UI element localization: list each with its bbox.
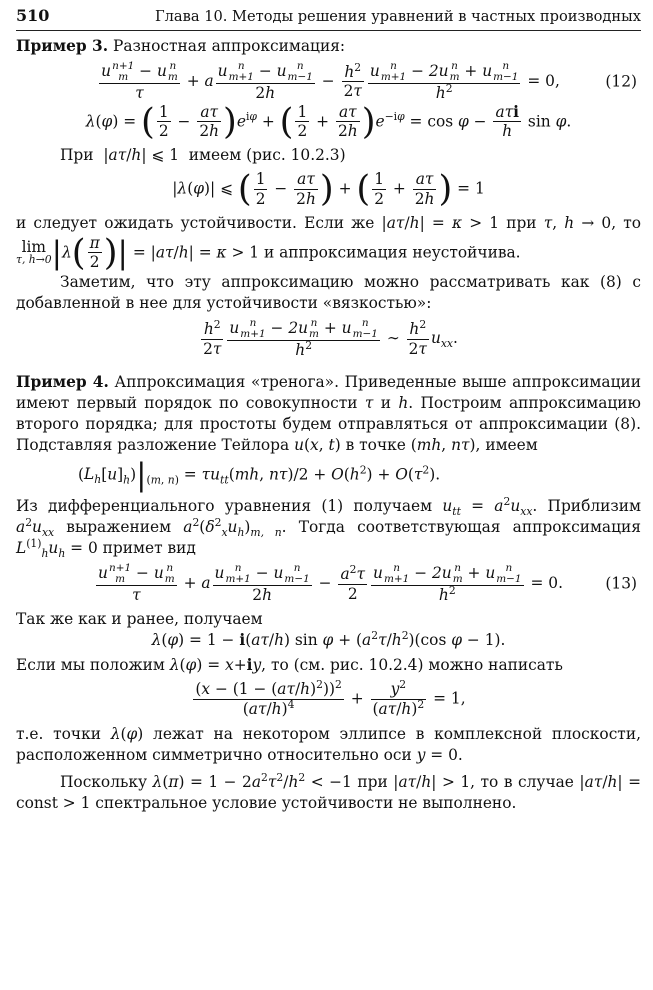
example4-paragraph-2: Из дифференциального уравнения (1) получаем $u_{tt} = a^2u_{xx}$. Приблизим $a^2u_{xx}$ выражением $a^2(\delta^2_xu_h)_{m, n}$. Тогда соответствующая аппроксимация $L^{(1)}_hu_h = 0$ примет вид [16, 495, 641, 561]
equation-12: u n+1 m − u n m τ + a u n m+1 − u n m−1 2h − $\frac{h^2}{2\tau}$ u n m+1 − 2u n m + u n m−1 $h^2$ = 0, (12) [101, 59, 637, 102]
equation-truncation: $(L_h[u]_h)|_{(m, n)} = \tau u_{tt}(mh$, $n\tau)/2 + O(h^2) + O(\tau^2)$. [78, 456, 441, 493]
example4-paragraph-5: т.е. точки λ(φ) лежат на некотором эллипсе в комплексной плоскости, расположенном симметрично относительно оси y = 0. [16, 725, 641, 765]
equation-lambda-bound: |λ(φ)| ⩽ ( $\frac{1}{2}$ − $\frac{a\tau}{2h}$ ) + ( $\frac{1}{2}$ + $\frac{a\tau}{2h}$ ) = 1 [172, 168, 485, 210]
example3-title: Разностная аппроксимация: [112, 37, 346, 55]
example3-paragraph-1: При |aτ/h| ⩽ 1 имеем (рис. 10.2.3) [60, 146, 346, 165]
example3-paragraph-3: Заметим, что эту аппроксимацию можно рассматривать как (8) с добавленной в нее для устойчивости «вязкостью»: [16, 273, 641, 313]
example4-paragraph-3: Так же как и ранее, получаем [16, 609, 263, 628]
example3-label: Пример 3. [16, 37, 109, 55]
example4-paragraph-4: Если мы положим λ(φ) = x+iy, то (см. рис. 10.2.4) можно написать [16, 655, 563, 674]
running-header [16, 4, 641, 31]
example3-paragraph-2: и следует ожидать устойчивости. Если же |aτ/h| = κ > 1 при τ, h → 0, то lim τ, h→0 |λ( $\frac{\pi}{2}$ )| = |aτ/h| = κ > 1 и аппроксимация неустойчива. [16, 213, 642, 274]
equation-13: u n+1 m − u n m τ + a u n m+1 − u n m−1 2h − $\frac{a^2\tau}{2}$ u n m+1 − 2u n m + u n m−1 $h^2$ = 0. (13) [98, 562, 637, 605]
page-body [16, 36, 641, 814]
chapter-title: Глава 10. Методы решения уравнений в частных производных [155, 8, 641, 26]
page-number: 510 [16, 6, 50, 26]
equation-lambda-4: λ(φ) = 1 − i(aτ/h) $\sin \varphi + (a^2\tau/h^2)(\cos$ φ − 1). [151, 628, 506, 649]
equation-number-12: (12) [605, 72, 637, 91]
equation-number-13: (13) [605, 574, 637, 593]
example4-label: Пример 4. [16, 372, 109, 391]
example3-heading [16, 36, 641, 57]
equation-lambda-3: λ(φ) = ( $\frac{1}{2}$ − $\frac{a\tau}{2h}$ )$e^{i\varphi}$ + ( $\frac{1}{2}$ + $\frac{a\tau}{2h}$ )$e^{-i\varphi} = \cos \varphi$ − $\frac{\text{aτi}}{h}$ sin φ. [85, 101, 572, 143]
example4-paragraph-1: Пример 4. Аппроксимация «тренога». Приведенные выше аппроксимации имеют первый порядок по совокупности τ и h. Построим аппроксимацию второго порядка; для простоты будем отправляться от аппроксимации (8). Подставляя разложение Тейлора u(x, t) в точке (mh, nτ), имеем [16, 372, 641, 454]
equation-ellipse: $\frac{(x - (1 - (a\tau/h)^2))^2}{(a\tau/h)^4}$ + $\frac{y^2}{(a\tau/h)^2}$ = 1, [195, 677, 466, 718]
example4-paragraph-6: Поскольку $\lambda(\pi) = 1 - 2a^2\tau^2/h^2 < -1$ при |aτ/h| > 1, то в случае |aτ/h| = const > 1 спектральное условие устойчивости не выполнено. [16, 771, 642, 813]
equation-viscosity: $\frac{h^2}{2\tau}$ u n m+1 − 2u n m + u n m−1 $h^2$ ∼ $\frac{h^2}{2\tau}$ $u_{xx}$. [203, 317, 458, 360]
